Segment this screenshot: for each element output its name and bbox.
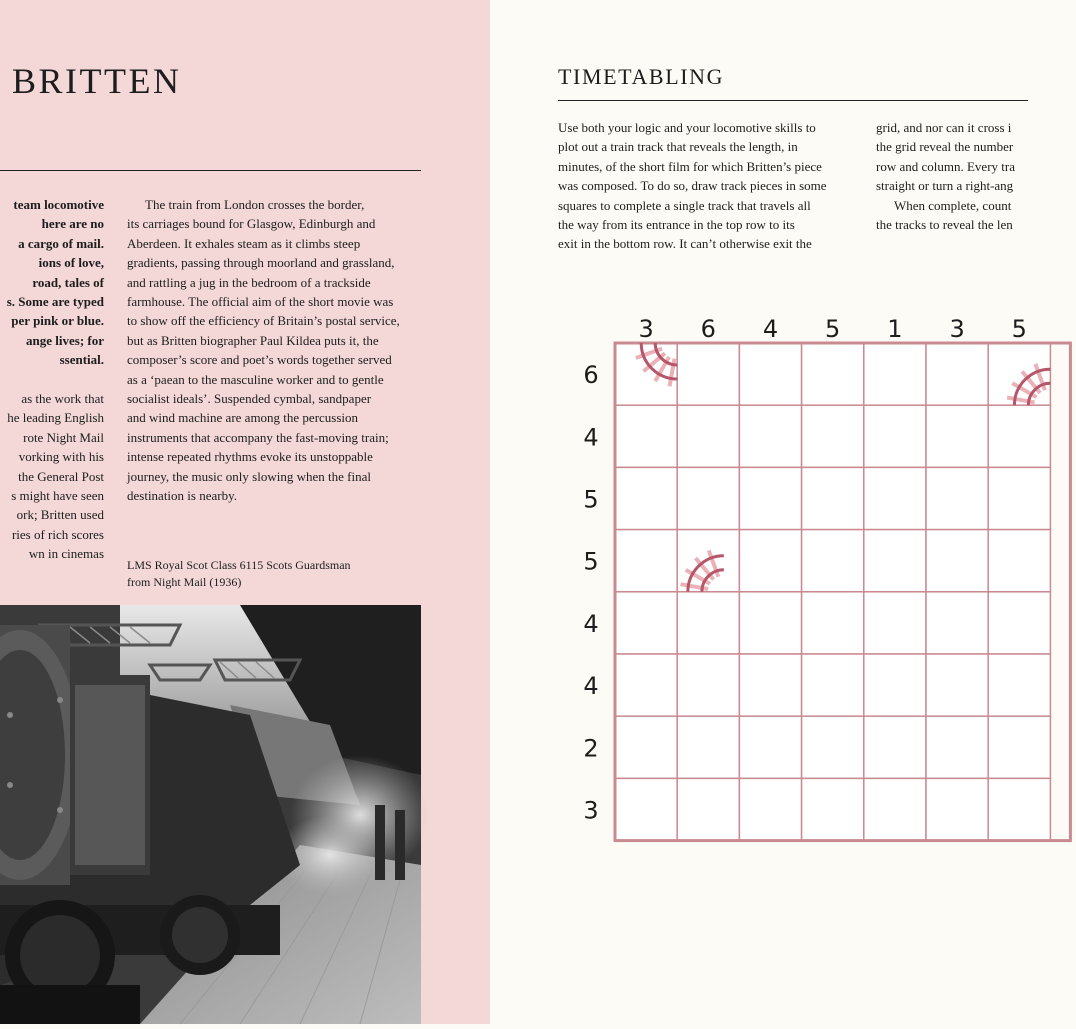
intro-line: he leading English — [7, 410, 104, 426]
grid-cell[interactable] — [739, 405, 801, 467]
instruction-line: row and column. Every tra — [876, 158, 1015, 174]
grid-cell[interactable] — [988, 467, 1050, 529]
row-clue: 4 — [583, 423, 599, 452]
intro-line: s. Some are typed — [6, 294, 104, 310]
grid-cell[interactable] — [739, 592, 801, 654]
grid-cell[interactable] — [802, 778, 864, 840]
instruction-line: plot out a train track that reveals the length, in — [558, 139, 798, 155]
grid-cell[interactable] — [802, 405, 864, 467]
column-clue: 5 — [1011, 315, 1027, 343]
grid-cell[interactable] — [615, 592, 677, 654]
instruction-line: When complete, count — [894, 197, 1012, 213]
grid-cell[interactable] — [988, 592, 1050, 654]
row-clue: 5 — [583, 485, 599, 514]
intro-line: s might have seen — [11, 488, 104, 504]
title-divider — [558, 100, 1028, 101]
locomotive-photo — [0, 605, 421, 1024]
intro-line: as the work that — [21, 391, 104, 407]
puzzle-grid — [570, 305, 1027, 850]
instruction-line: was composed. To do so, draw track pieces in some — [558, 178, 827, 194]
grid-cell[interactable] — [802, 530, 864, 592]
body-line: instruments that accompany the fast-moving train; — [127, 429, 389, 445]
grid-cell[interactable] — [988, 778, 1050, 840]
grid-cell[interactable] — [864, 654, 926, 716]
column-clue: 5 — [825, 315, 841, 343]
grid-cell[interactable] — [739, 530, 801, 592]
body-line: farmhouse. The official aim of the short movie was — [127, 294, 394, 310]
grid-cell[interactable] — [926, 530, 988, 592]
grid-cell[interactable] — [677, 654, 739, 716]
row-clue: 4 — [583, 609, 599, 638]
grid-cell[interactable] — [739, 716, 801, 778]
grid-cell[interactable] — [677, 467, 739, 529]
grid-cell[interactable] — [615, 405, 677, 467]
grid-cell[interactable] — [864, 530, 926, 592]
grid-cell[interactable] — [739, 778, 801, 840]
intro-line: team locomotive — [13, 197, 104, 212]
grid-cell[interactable] — [615, 716, 677, 778]
instruction-line: Use both your logic and your locomotive skills to — [558, 120, 816, 135]
intro-column — [0, 195, 104, 564]
body-line: to show off the efficiency of Britain’s postal service, — [127, 313, 400, 329]
grid-cell[interactable] — [802, 467, 864, 529]
grid-cell[interactable] — [988, 405, 1050, 467]
column-clue: 3 — [638, 315, 654, 343]
intro-line: ork; Britten used — [16, 507, 104, 523]
grid-cell[interactable] — [802, 592, 864, 654]
intro-line: the General Post — [18, 468, 104, 484]
caption-line: from Night Mail (1936) — [127, 575, 242, 589]
grid-cell[interactable] — [802, 654, 864, 716]
row-clue: 2 — [583, 734, 599, 763]
grid-cell[interactable] — [988, 654, 1050, 716]
grid-cell[interactable] — [802, 343, 864, 405]
body-line: its carriages bound for Glasgow, Edinburgh and — [127, 216, 376, 232]
grid-cell[interactable] — [739, 654, 801, 716]
column-clues — [638, 315, 1026, 343]
intro-line: ions of love, — [38, 255, 104, 271]
page-title: BRITTEN — [12, 61, 182, 101]
grid-cell[interactable] — [926, 654, 988, 716]
row-clues — [583, 361, 598, 824]
intro-line: rote Night Mail — [23, 429, 104, 445]
grid-cell[interactable] — [802, 716, 864, 778]
grid-cell[interactable] — [988, 530, 1050, 592]
grid-cell[interactable] — [677, 716, 739, 778]
grid-cell[interactable] — [739, 467, 801, 529]
column-clue: 6 — [700, 315, 716, 343]
grid-cell[interactable] — [615, 778, 677, 840]
grid-cell[interactable] — [864, 716, 926, 778]
intro-line: road, tales of — [32, 274, 104, 290]
instruction-line: squares to complete a single track that travels all — [558, 197, 811, 213]
grid-cell[interactable] — [615, 654, 677, 716]
instruction-line: straight or turn a right-ang — [876, 178, 1014, 194]
grid-cells — [615, 343, 1070, 841]
body-column — [127, 195, 427, 506]
grid-cell[interactable] — [677, 343, 739, 405]
grid-cell[interactable] — [864, 343, 926, 405]
grid-cell[interactable] — [677, 778, 739, 840]
row-clue: 4 — [583, 672, 599, 701]
row-clue: 6 — [583, 361, 599, 390]
grid-cell[interactable] — [864, 592, 926, 654]
grid-cell[interactable] — [615, 467, 677, 529]
body-line: and wind machine are among the percussion — [127, 410, 359, 426]
body-line: gradients, passing through moorland and grassland, — [127, 255, 395, 271]
intro-line: ssential. — [59, 352, 104, 368]
intro-line: a cargo of mail. — [18, 235, 104, 251]
body-line: The train from London crosses the border, — [145, 197, 365, 212]
instructions-column-1 — [558, 118, 858, 254]
body-line: but as Britten biographer Paul Kildea puts it, the — [127, 332, 379, 348]
column-clue: 4 — [762, 315, 779, 343]
instruction-line: the way from its entrance in the top row to its — [558, 217, 795, 233]
caption-line: LMS Royal Scot Class 6115 Scots Guardsman — [127, 558, 351, 572]
instructions-column-2 — [876, 118, 1076, 234]
body-line: intense repeated rhythms evoke its unstoppable — [127, 449, 373, 465]
body-line: as a ‘paean to the masculine worker and to gentle — [127, 371, 384, 387]
body-line: composer’s score and poet’s words together served — [127, 352, 392, 368]
instruction-line: the grid reveal the number — [876, 139, 1014, 155]
grid-cell[interactable] — [926, 343, 988, 405]
intro-line: wn in cinemas — [28, 546, 104, 562]
column-clue: 1 — [887, 315, 903, 343]
column-clue: 3 — [949, 315, 965, 343]
grid-cell[interactable] — [739, 343, 801, 405]
intro-line: ange lives; for — [26, 332, 104, 348]
row-clue: 3 — [583, 796, 599, 825]
grid-cell[interactable] — [926, 405, 988, 467]
paragraph-gap — [0, 370, 104, 389]
grid-cell[interactable] — [926, 592, 988, 654]
grid-cell[interactable] — [677, 405, 739, 467]
photo-caption — [127, 557, 351, 591]
grid-cell[interactable] — [864, 778, 926, 840]
grid-cell[interactable] — [926, 778, 988, 840]
left-page — [0, 0, 490, 1024]
intro-line: per pink or blue. — [11, 313, 104, 329]
locomotive-photo-graphic — [0, 605, 421, 1024]
instruction-line: exit in the bottom row. It can’t otherwise exit the — [558, 236, 812, 252]
instruction-line: grid, and nor can it cross i — [876, 120, 1012, 135]
body-line: destination is nearby. — [127, 488, 237, 504]
grid-cell[interactable] — [926, 467, 988, 529]
grid-cell[interactable] — [864, 405, 926, 467]
grid-cell[interactable] — [615, 530, 677, 592]
intro-line: vorking with his — [18, 449, 104, 465]
title-divider — [0, 170, 421, 171]
grid-cell[interactable] — [926, 716, 988, 778]
row-clue: 5 — [583, 547, 599, 576]
body-line: journey, the music only slowing when the final — [127, 468, 371, 484]
instruction-line: minutes, of the short film for which Britten’s piece — [558, 158, 822, 174]
body-line: Aberdeen. It exhales steam as it climbs steep — [127, 235, 361, 251]
instruction-line: the tracks to reveal the len — [876, 217, 1013, 233]
puzzle-title: TIMETABLING — [558, 64, 725, 89]
grid-cell[interactable] — [988, 716, 1050, 778]
body-line: socialist ideals’. Suspended cymbal, sandpaper — [127, 391, 372, 407]
intro-line: here are no — [41, 216, 104, 232]
intro-line: ries of rich scores — [11, 526, 104, 542]
grid-cell[interactable] — [864, 467, 926, 529]
grid-cell[interactable] — [677, 592, 739, 654]
body-line: and rattling a jug in the bedroom of a trackside — [127, 274, 371, 290]
